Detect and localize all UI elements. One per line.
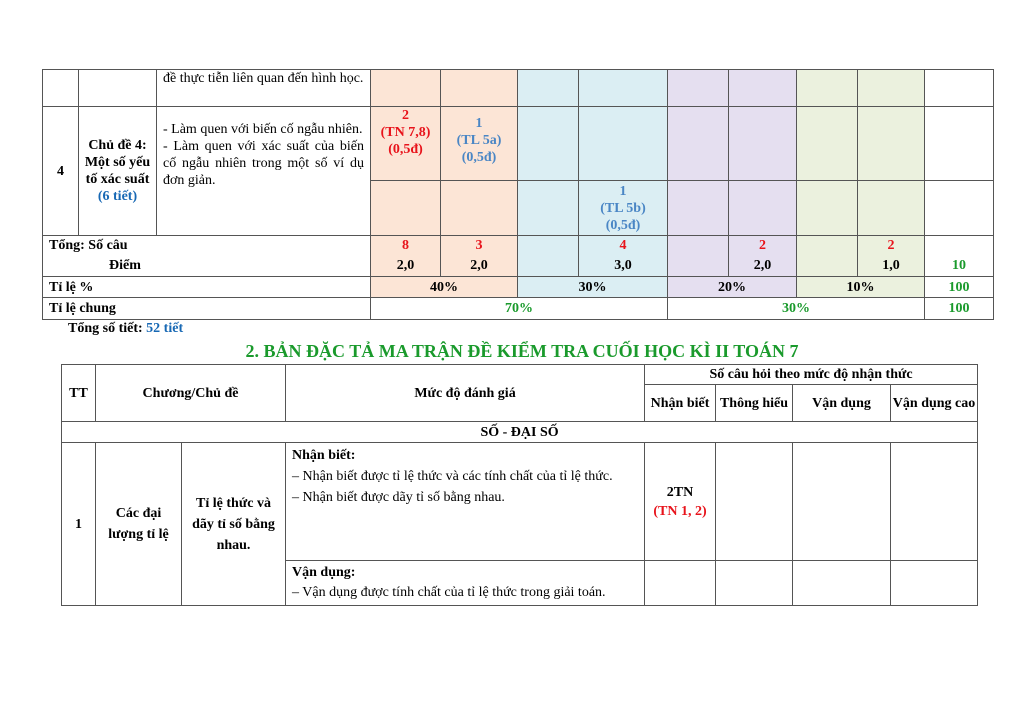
header-chapter: Chương/Chủ đề	[96, 365, 286, 422]
vd-title: Vận dụng:	[292, 565, 356, 580]
matrix-row-overall	[43, 298, 994, 320]
total-p-6: 2,0	[753, 258, 772, 273]
ratio-vd: 20%	[668, 277, 797, 298]
total-q-2: 3	[475, 238, 483, 253]
ratio-nb: 40%	[371, 277, 518, 298]
overall-2: 30%	[668, 298, 925, 320]
total-points-sum: 10	[925, 236, 994, 277]
vd-line-1: – Vận dụng được tính chất của tỉ lệ thức trong giải toán.	[292, 585, 606, 600]
topic4-desc-1: - Làm quen với biến cố ngẫu nhiên.	[163, 122, 363, 137]
row1-chapter: Các đại lượng tỉ lệ	[96, 443, 182, 606]
ratio-vdc: 10%	[797, 277, 925, 298]
nb-title: Nhận biết:	[292, 448, 356, 463]
header-th: Thông hiểu	[716, 385, 793, 422]
header-vdc: Vận dụng cao	[891, 385, 978, 422]
th-tl-count: 1	[619, 183, 627, 199]
nb-tl-points: (0,5đ)	[461, 150, 497, 165]
section-title: 2. BẢN ĐẶC TẢ MA TRẬN ĐỀ KIỂM TRA CUỐI HỌC KÌ II TOÁN 7	[245, 341, 799, 361]
nb-tl-count: 1	[475, 116, 483, 131]
nb-line-2: – Nhận biết được dãy tỉ số bằng nhau.	[292, 490, 505, 505]
nb-tl-questions: (TL 5a)	[456, 133, 502, 148]
total-p-2: 2,0	[470, 258, 488, 273]
spec-table	[61, 364, 978, 606]
spec-section-row	[62, 422, 978, 443]
total-q-1: 8	[402, 238, 409, 253]
overall-sum: 100	[925, 298, 994, 320]
prev-desc: đề thực tiễn liên quan đến hình học.	[163, 71, 364, 86]
nb-tn-questions: (TN 7,8)	[380, 125, 431, 140]
th-tl-questions: (TL 5b)	[600, 200, 646, 216]
ratio-th: 30%	[518, 277, 668, 298]
topic4-name: Chủ đề 4: Một số yếu tố xác suất	[84, 138, 151, 187]
th-tl-points: (0,5đ)	[605, 217, 641, 233]
ratio-label: Tỉ lệ %	[43, 277, 371, 298]
total-hours-value: 52 tiết	[146, 321, 184, 336]
nb-questions: (TN 1, 2)	[653, 503, 707, 519]
total-p-4: 3,0	[614, 258, 632, 273]
header-vd: Vận dụng	[793, 385, 891, 422]
total-points-label: Điểm	[109, 258, 141, 273]
topic4-index: 4	[43, 107, 79, 236]
matrix-table	[42, 69, 994, 320]
nb-count: 2TN	[666, 484, 694, 500]
total-hours	[68, 321, 183, 337]
total-q-8: 2	[887, 238, 895, 253]
total-hours-label: Tổng số tiết:	[68, 321, 143, 336]
matrix-row-total	[43, 236, 994, 277]
nb-tn-count: 2	[402, 108, 409, 123]
topic4-hours: (6 tiết)	[97, 189, 138, 204]
row1-index: 1	[62, 443, 96, 606]
header-group: Số câu hỏi theo mức độ nhận thức	[645, 365, 978, 385]
matrix-row-ratio	[43, 277, 994, 298]
total-questions-label: Tổng: Số câu	[49, 238, 128, 253]
section-so-dai-so: SỐ - ĐẠI SỐ	[62, 422, 978, 443]
overall-label: Tỉ lệ chung	[43, 298, 371, 320]
nb-tn-points: (0,5đ)	[388, 142, 423, 157]
topic4-desc-2: - Làm quen với xác suất của biến cố ngẫu nhiên trong một số ví dụ đơn giản.	[163, 139, 364, 188]
total-p-1: 2,0	[396, 258, 415, 273]
header-nb: Nhận biết	[645, 385, 716, 422]
header-level: Mức độ đánh giá	[286, 365, 645, 422]
header-tt: TT	[62, 365, 96, 422]
spec-row-1-nb	[62, 443, 978, 561]
nb-line-1: – Nhận biết được tỉ lệ thức và các tính chất của tỉ lệ thức.	[292, 469, 613, 484]
row1-topic: Tỉ lệ thức và dãy tỉ số bằng nhau.	[182, 443, 286, 606]
matrix-row-prev	[43, 70, 994, 107]
total-p-8: 1,0	[882, 258, 900, 273]
overall-1: 70%	[371, 298, 668, 320]
total-q-4: 4	[619, 238, 627, 253]
ratio-sum: 100	[925, 277, 994, 298]
matrix-row-topic4	[43, 107, 994, 181]
total-q-6: 2	[759, 238, 766, 253]
spec-header-row-1	[62, 365, 978, 385]
